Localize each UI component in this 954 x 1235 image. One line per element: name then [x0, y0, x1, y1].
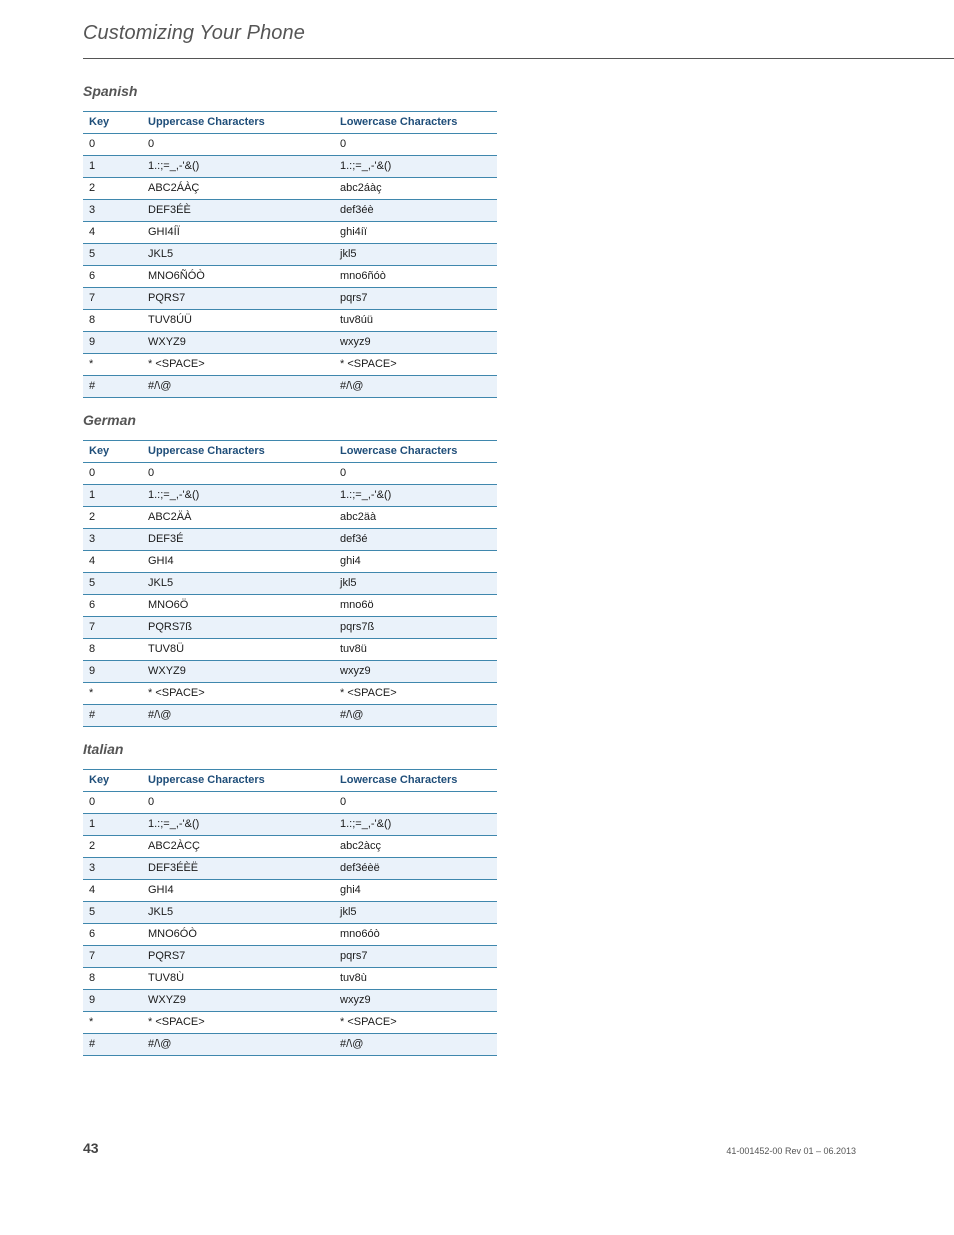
column-header-lowercase: Lowercase Characters — [334, 112, 497, 134]
cell-key: 3 — [83, 529, 142, 551]
table-row — [83, 529, 497, 551]
cell-uppercase: #/\@ — [142, 376, 334, 398]
cell-key: 9 — [83, 332, 142, 354]
document-reference: 41-001452-00 Rev 01 – 06.2013 — [726, 1146, 856, 1156]
cell-lowercase: jkl5 — [334, 902, 497, 924]
cell-key: 2 — [83, 178, 142, 200]
cell-key: 4 — [83, 551, 142, 573]
cell-key: 5 — [83, 902, 142, 924]
table-row — [83, 924, 497, 946]
cell-uppercase: WXYZ9 — [142, 332, 334, 354]
cell-lowercase: #/\@ — [334, 705, 497, 727]
cell-lowercase: def3éè — [334, 200, 497, 222]
column-header-key: Key — [83, 770, 142, 792]
cell-key: 6 — [83, 595, 142, 617]
cell-key: 8 — [83, 639, 142, 661]
italian-character-table — [83, 769, 497, 1056]
cell-lowercase: mno6ö — [334, 595, 497, 617]
table-row — [83, 376, 497, 398]
cell-lowercase: def3éèë — [334, 858, 497, 880]
table-row — [83, 134, 497, 156]
cell-uppercase: GHI4 — [142, 880, 334, 902]
cell-key: 1 — [83, 156, 142, 178]
table-header-row — [83, 112, 497, 134]
cell-lowercase: 0 — [334, 134, 497, 156]
table-row — [83, 661, 497, 683]
table-row — [83, 310, 497, 332]
table-row — [83, 792, 497, 814]
cell-lowercase: * <SPACE> — [334, 1012, 497, 1034]
cell-uppercase: PQRS7 — [142, 946, 334, 968]
cell-lowercase: abc2àcç — [334, 836, 497, 858]
cell-key: 3 — [83, 200, 142, 222]
table-row — [83, 332, 497, 354]
cell-uppercase: ABC2ÁÀÇ — [142, 178, 334, 200]
cell-lowercase: wxyz9 — [334, 990, 497, 1012]
cell-uppercase: JKL5 — [142, 573, 334, 595]
table-header-row — [83, 441, 497, 463]
cell-key: 5 — [83, 244, 142, 266]
cell-uppercase: #/\@ — [142, 705, 334, 727]
table-row — [83, 858, 497, 880]
cell-lowercase: wxyz9 — [334, 661, 497, 683]
cell-key: 9 — [83, 990, 142, 1012]
cell-key: 7 — [83, 617, 142, 639]
table-row — [83, 288, 497, 310]
cell-uppercase: PQRS7ß — [142, 617, 334, 639]
cell-key: * — [83, 683, 142, 705]
cell-uppercase: 1.:;=_,-'&() — [142, 814, 334, 836]
cell-lowercase: mno6óò — [334, 924, 497, 946]
cell-uppercase: 1.:;=_,-'&() — [142, 156, 334, 178]
cell-key: 7 — [83, 288, 142, 310]
page-number: 43 — [83, 1140, 99, 1156]
german-character-table — [83, 440, 497, 727]
section-title: German — [83, 412, 136, 428]
header-rule — [83, 58, 954, 59]
cell-lowercase: #/\@ — [334, 1034, 497, 1056]
cell-uppercase: PQRS7 — [142, 288, 334, 310]
table-row — [83, 968, 497, 990]
cell-uppercase: WXYZ9 — [142, 661, 334, 683]
cell-lowercase: pqrs7ß — [334, 617, 497, 639]
cell-key: 3 — [83, 858, 142, 880]
table-row — [83, 639, 497, 661]
column-header-uppercase: Uppercase Characters — [142, 770, 334, 792]
cell-uppercase: TUV8Ù — [142, 968, 334, 990]
cell-uppercase: JKL5 — [142, 244, 334, 266]
table-row — [83, 551, 497, 573]
cell-key: 9 — [83, 661, 142, 683]
cell-uppercase: DEF3É — [142, 529, 334, 551]
table-row — [83, 354, 497, 376]
cell-uppercase: JKL5 — [142, 902, 334, 924]
section-title: Spanish — [83, 83, 138, 99]
cell-uppercase: ABC2ÀCÇ — [142, 836, 334, 858]
table-row — [83, 178, 497, 200]
cell-key: 1 — [83, 485, 142, 507]
cell-lowercase: 0 — [334, 463, 497, 485]
cell-uppercase: 0 — [142, 792, 334, 814]
cell-lowercase: tuv8úü — [334, 310, 497, 332]
cell-uppercase: GHI4 — [142, 551, 334, 573]
cell-lowercase: ghi4 — [334, 880, 497, 902]
cell-key: 8 — [83, 310, 142, 332]
table-row — [83, 946, 497, 968]
cell-uppercase: MNO6Ö — [142, 595, 334, 617]
table-row — [83, 814, 497, 836]
cell-key: 2 — [83, 836, 142, 858]
cell-lowercase: jkl5 — [334, 573, 497, 595]
cell-lowercase: abc2äà — [334, 507, 497, 529]
cell-lowercase: pqrs7 — [334, 946, 497, 968]
cell-key: 4 — [83, 222, 142, 244]
cell-key: 0 — [83, 134, 142, 156]
cell-lowercase: 1.:;=_,-'&() — [334, 814, 497, 836]
cell-key: 6 — [83, 924, 142, 946]
column-header-uppercase: Uppercase Characters — [142, 441, 334, 463]
cell-key: # — [83, 705, 142, 727]
cell-uppercase: GHI4ÍÏ — [142, 222, 334, 244]
cell-uppercase: WXYZ9 — [142, 990, 334, 1012]
cell-lowercase: mno6ñóò — [334, 266, 497, 288]
italian-section — [83, 740, 497, 1056]
cell-key: 6 — [83, 266, 142, 288]
cell-lowercase: abc2áàç — [334, 178, 497, 200]
cell-lowercase: tuv8ù — [334, 968, 497, 990]
cell-uppercase: * <SPACE> — [142, 354, 334, 376]
cell-lowercase: * <SPACE> — [334, 683, 497, 705]
table-row — [83, 683, 497, 705]
cell-lowercase: * <SPACE> — [334, 354, 497, 376]
cell-uppercase: 0 — [142, 134, 334, 156]
section-title: Italian — [83, 741, 124, 757]
cell-key: 4 — [83, 880, 142, 902]
cell-key: 1 — [83, 814, 142, 836]
cell-uppercase: * <SPACE> — [142, 683, 334, 705]
column-header-uppercase: Uppercase Characters — [142, 112, 334, 134]
table-row — [83, 573, 497, 595]
column-header-key: Key — [83, 441, 142, 463]
table-row — [83, 990, 497, 1012]
spanish-character-table — [83, 111, 497, 398]
cell-lowercase: def3é — [334, 529, 497, 551]
table-header-row — [83, 770, 497, 792]
table-row — [83, 617, 497, 639]
table-row — [83, 1012, 497, 1034]
table-row — [83, 244, 497, 266]
table-row — [83, 222, 497, 244]
table-row — [83, 156, 497, 178]
column-header-lowercase: Lowercase Characters — [334, 770, 497, 792]
table-row — [83, 902, 497, 924]
table-row — [83, 836, 497, 858]
cell-lowercase: tuv8ü — [334, 639, 497, 661]
german-section — [83, 411, 497, 727]
cell-uppercase: ABC2ÄÀ — [142, 507, 334, 529]
cell-lowercase: ghi4 — [334, 551, 497, 573]
cell-uppercase: MNO6ÑÓÒ — [142, 266, 334, 288]
cell-lowercase: ghi4íï — [334, 222, 497, 244]
table-row — [83, 485, 497, 507]
table-row — [83, 463, 497, 485]
table-row — [83, 266, 497, 288]
cell-lowercase: 0 — [334, 792, 497, 814]
cell-key: 7 — [83, 946, 142, 968]
page-title: Customizing Your Phone — [83, 22, 305, 44]
cell-lowercase: pqrs7 — [334, 288, 497, 310]
cell-key: * — [83, 354, 142, 376]
cell-lowercase: 1.:;=_,-'&() — [334, 156, 497, 178]
table-row — [83, 1034, 497, 1056]
table-row — [83, 705, 497, 727]
column-header-key: Key — [83, 112, 142, 134]
cell-key: 8 — [83, 968, 142, 990]
cell-key: 0 — [83, 463, 142, 485]
cell-lowercase: #/\@ — [334, 376, 497, 398]
cell-key: 0 — [83, 792, 142, 814]
table-row — [83, 595, 497, 617]
cell-key: * — [83, 1012, 142, 1034]
cell-key: 2 — [83, 507, 142, 529]
cell-uppercase: 0 — [142, 463, 334, 485]
spanish-section — [83, 82, 497, 398]
cell-uppercase: TUV8Ü — [142, 639, 334, 661]
cell-uppercase: TUV8ÚÜ — [142, 310, 334, 332]
table-row — [83, 200, 497, 222]
cell-uppercase: #/\@ — [142, 1034, 334, 1056]
cell-uppercase: MNO6ÓÒ — [142, 924, 334, 946]
cell-lowercase: jkl5 — [334, 244, 497, 266]
cell-uppercase: DEF3ÉÈË — [142, 858, 334, 880]
cell-key: # — [83, 376, 142, 398]
cell-lowercase: 1.:;=_,-'&() — [334, 485, 497, 507]
table-row — [83, 880, 497, 902]
table-row — [83, 507, 497, 529]
column-header-lowercase: Lowercase Characters — [334, 441, 497, 463]
cell-key: 5 — [83, 573, 142, 595]
cell-uppercase: DEF3ÉÈ — [142, 200, 334, 222]
cell-key: # — [83, 1034, 142, 1056]
cell-uppercase: 1.:;=_,-'&() — [142, 485, 334, 507]
cell-lowercase: wxyz9 — [334, 332, 497, 354]
cell-uppercase: * <SPACE> — [142, 1012, 334, 1034]
